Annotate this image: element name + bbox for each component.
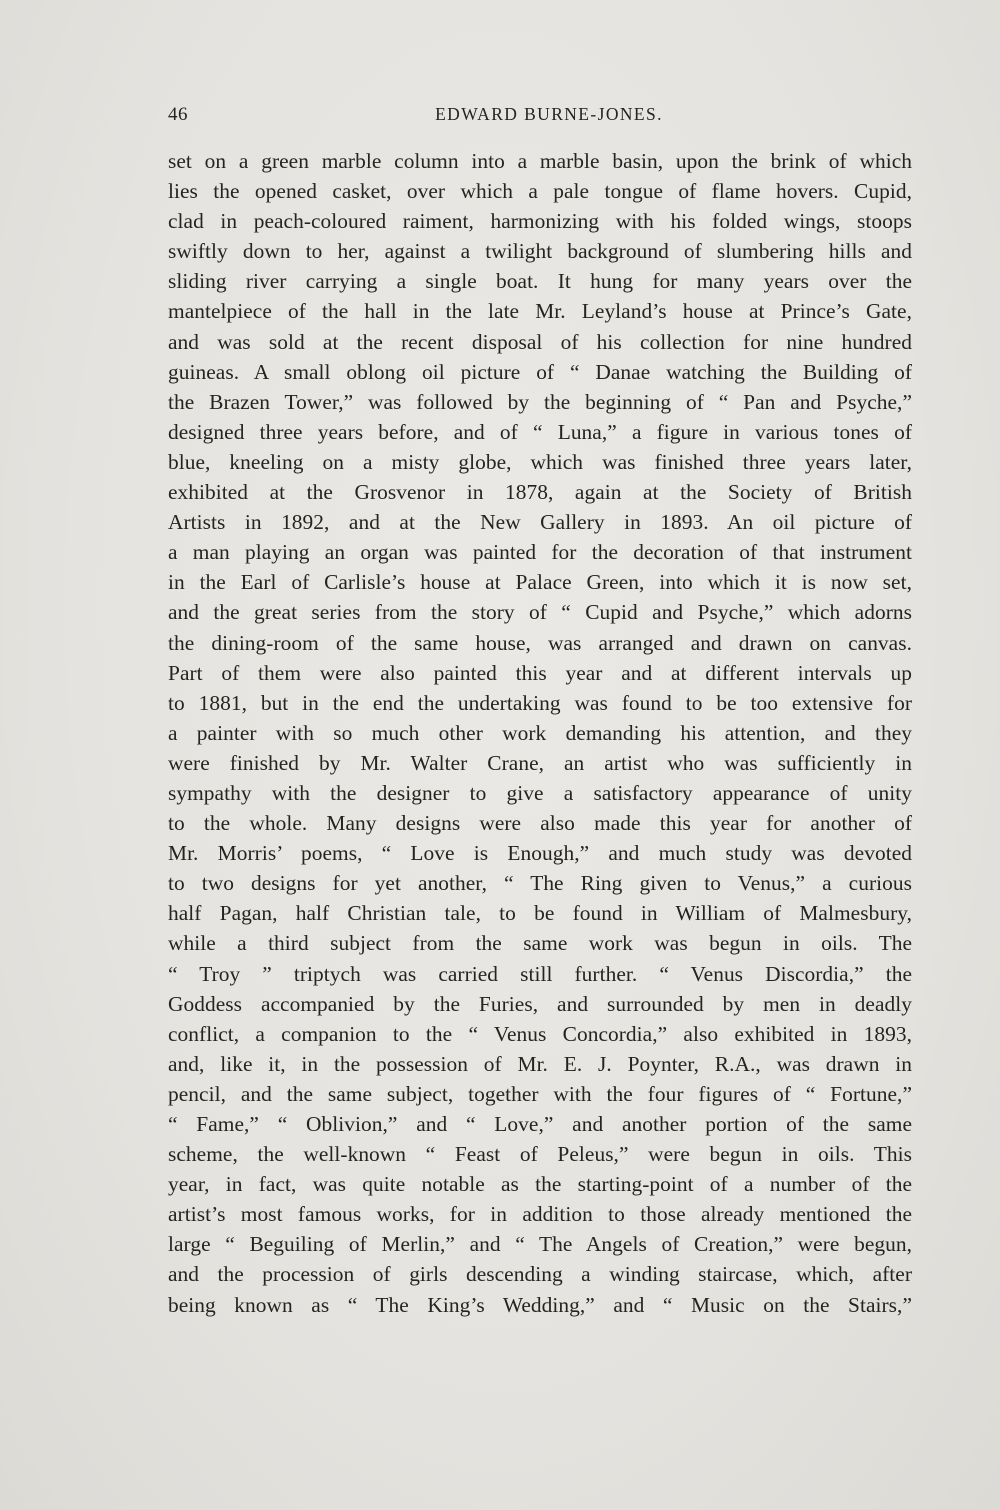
text-line: a painter with so much other work demanding his attention, and they [168, 720, 912, 745]
text-line: exhibited at the Grosvenor in 1878, again at the Society of British [168, 480, 912, 505]
text-line: and, like it, in the possession of Mr. E. J. Poynter, R.A., was drawn in [168, 1051, 912, 1076]
text-line: the Brazen Tower,” was followed by the beginning of “ Pan and Psyche,” [168, 389, 912, 414]
text-line: and was sold at the recent disposal of his collection for nine hundred [168, 329, 912, 354]
text-line: to the whole. Many designs were also made this year for another of [168, 811, 912, 836]
text-line: Mr. Morris’ poems, “ Love is Enough,” and much study was devoted [168, 841, 912, 866]
text-line: set on a green marble column into a marble basin, upon the brink of which [168, 149, 912, 173]
text-line: being known as “ The King’s Wedding,” and “ Music on the Stairs,” [168, 1292, 912, 1317]
text-line: the dining-room of the same house, was arranged and drawn on canvas. [168, 630, 912, 655]
text-line: while a third subject from the same work was begun in oils. The [168, 931, 912, 956]
page-header [168, 104, 912, 132]
text-line: designed three years before, and of “ Luna,” a figure in various tones of [168, 419, 912, 444]
text-line: swiftly down to her, against a twilight background of slumbering hills and [168, 239, 912, 264]
page-number: 46 [168, 104, 188, 125]
text-line: lies the opened casket, over which a pale tongue of flame hovers. Cupid, [168, 179, 912, 204]
text-line: Part of them were also painted this year and at different intervals up [168, 660, 912, 685]
text-line: “ Fame,” “ Oblivion,” and “ Love,” and another portion of the same [168, 1112, 912, 1136]
text-line: half Pagan, half Christian tale, to be found in William of Malmesbury, [168, 901, 912, 926]
text-line: sympathy with the designer to give a satisfactory appearance of unity [168, 780, 912, 805]
text-line: to 1881, but in the end the undertaking was found to be too extensive for [168, 690, 912, 715]
text-line: “ Troy ” triptych was carried still further. “ Venus Discordia,” the [168, 961, 912, 986]
text-line: and the procession of girls descending a winding staircase, which, after [168, 1262, 912, 1287]
text-line: a man playing an organ was painted for the decoration of that instrument [168, 540, 912, 565]
body-text [168, 146, 912, 1320]
text-line: were finished by Mr. Walter Crane, an artist who was sufficiently in [168, 750, 912, 775]
text-line: to two designs for yet another, “ The Ring given to Venus,” a curious [168, 871, 912, 896]
text-line: in the Earl of Carlisle’s house at Palace Green, into which it is now set, [168, 570, 912, 595]
text-line: guineas. A small oblong oil picture of “ Danae watching the Building of [168, 359, 912, 384]
text-line: artist’s most famous works, for in addition to those already mentioned the [168, 1202, 912, 1227]
text-line: and the great series from the story of “ Cupid and Psyche,” which adorns [168, 600, 912, 625]
running-head: EDWARD BURNE-JONES. [435, 104, 663, 124]
text-line: blue, kneeling on a misty globe, which was finished three years later, [168, 449, 912, 474]
text-line: sliding river carrying a single boat. It hung for many years over the [168, 269, 912, 294]
text-line: year, in fact, was quite notable as the starting-point of a number of the [168, 1172, 912, 1197]
text-line: pencil, and the same subject, together with the four figures of “ Fortune,” [168, 1081, 912, 1106]
text-line: mantelpiece of the hall in the late Mr. Leyland’s house at Prince’s Gate, [168, 299, 912, 324]
text-line: conflict, a companion to the “ Venus Concordia,” also exhibited in 1893, [168, 1021, 912, 1046]
text-line: clad in peach-coloured raiment, harmonizing with his folded wings, stoops [168, 209, 912, 234]
text-line: Goddess accompanied by the Furies, and surrounded by men in deadly [168, 991, 912, 1016]
text-line: large “ Beguiling of Merlin,” and “ The Angels of Creation,” were begun, [168, 1232, 912, 1257]
text-line: Artists in 1892, and at the New Gallery in 1893. An oil picture of [168, 510, 912, 535]
text-line: scheme, the well-known “ Feast of Peleus,” were begun in oils. This [168, 1142, 912, 1167]
